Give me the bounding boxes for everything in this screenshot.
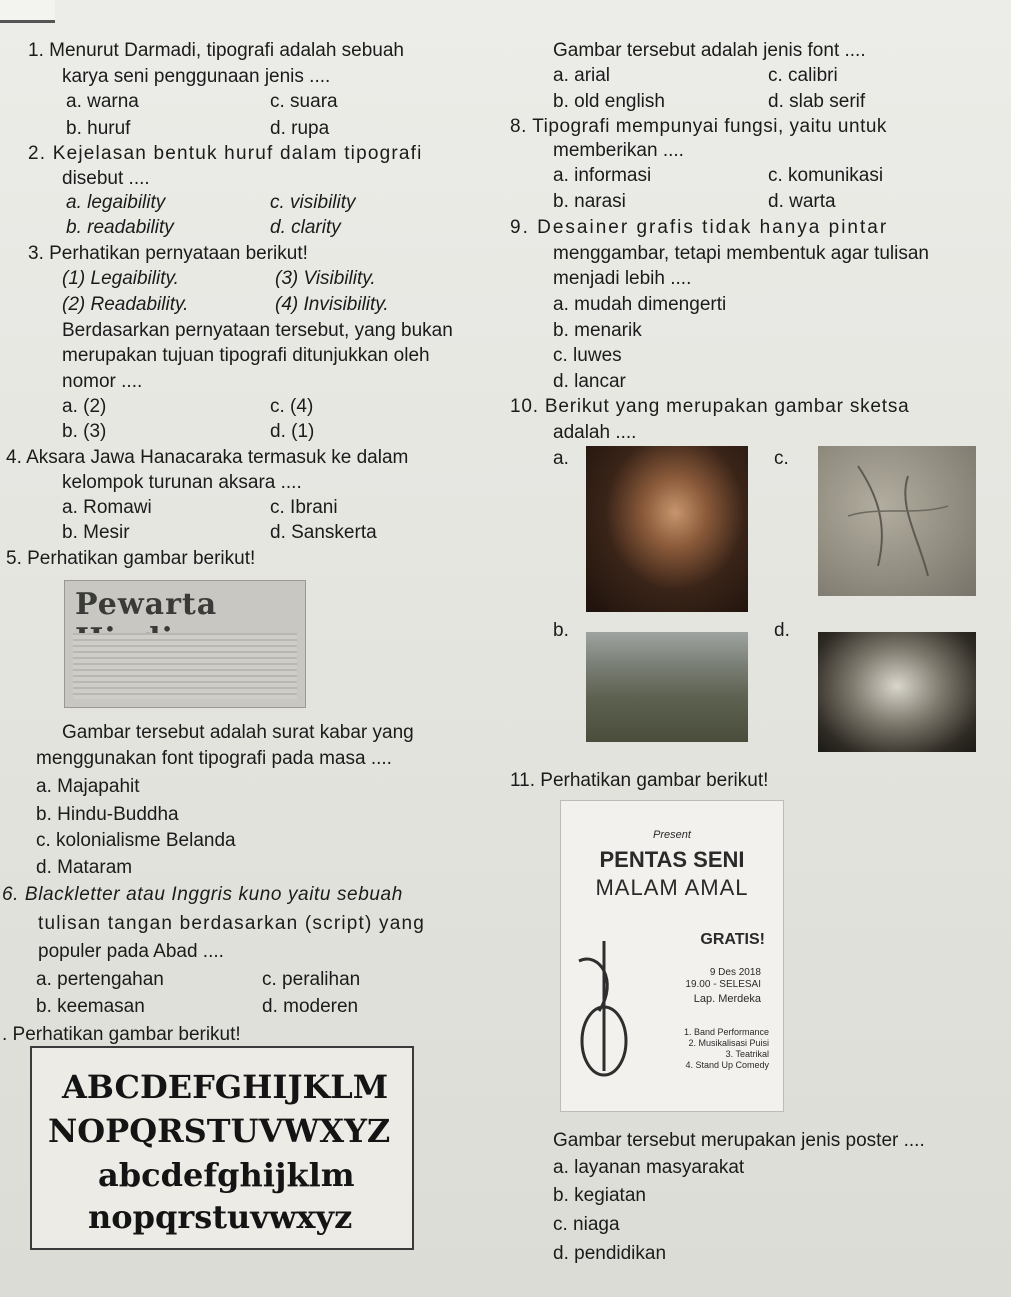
poster-item-1: 1. Band Performance bbox=[683, 1027, 769, 1037]
q11-stem: 11. Perhatikan gambar berikut! bbox=[510, 770, 769, 791]
q9-option-b[interactable]: b. menarik bbox=[553, 320, 642, 341]
poster-date: 9 Des 2018 bbox=[709, 967, 761, 978]
q11-option-b[interactable]: b. kegiatan bbox=[553, 1185, 646, 1206]
font-sample-lower-2: nopqrstuvwxyz bbox=[88, 1198, 353, 1236]
poster-item-2: 2. Musikalisasi Puisi bbox=[688, 1038, 769, 1048]
q2-option-a[interactable]: a. legaibility bbox=[66, 192, 166, 213]
poster-item-4: 4. Stand Up Comedy bbox=[685, 1060, 769, 1070]
q6-option-b[interactable]: b. keemasan bbox=[36, 996, 145, 1017]
q7-line1: Gambar tersebut adalah jenis font .... bbox=[553, 40, 866, 61]
q7-option-a[interactable]: a. arial bbox=[553, 65, 611, 86]
newspaper-title: Pewarta bbox=[75, 587, 218, 622]
q2-stem-line1: 2. Kejelasan bentuk huruf dalam tipografi bbox=[28, 143, 423, 164]
event-poster-image bbox=[560, 800, 784, 1112]
q5-line1: Gambar tersebut adalah surat kabar yang bbox=[62, 722, 414, 743]
q8-line1: 8. Tipografi mempunyai fungsi, yaitu untuk bbox=[510, 116, 887, 137]
poster-present: Present bbox=[653, 829, 691, 841]
sketch-lines bbox=[818, 446, 976, 596]
q3-option-b[interactable]: b. (3) bbox=[62, 421, 107, 442]
q5-option-c[interactable]: c. kolonialisme Belanda bbox=[36, 830, 236, 851]
q1-stem-line2: karya seni penggunaan jenis .... bbox=[62, 66, 331, 87]
q7-stem: . Perhatikan gambar berikut! bbox=[2, 1024, 241, 1045]
q1-option-d[interactable]: d. rupa bbox=[270, 118, 330, 139]
q6-option-a[interactable]: a. pertengahan bbox=[36, 969, 164, 990]
q7-option-b[interactable]: b. old english bbox=[553, 91, 665, 112]
q9-line1: 9. Desainer grafis tidak hanya pintar bbox=[510, 217, 889, 238]
q3-line2: merupakan tujuan tipografi ditunjukkan oleh bbox=[62, 345, 430, 366]
poster-time: 19.00 - SELESAI bbox=[685, 979, 761, 990]
q2-option-b[interactable]: b. readability bbox=[66, 217, 174, 238]
q9-option-a[interactable]: a. mudah dimengerti bbox=[553, 294, 727, 315]
newspaper-text-lines bbox=[73, 633, 297, 699]
q6-option-c[interactable]: c. peralihan bbox=[262, 969, 361, 990]
q1-option-c[interactable]: c. suara bbox=[270, 91, 338, 112]
font-sample-upper-1: ABCDEFGHIJKLM bbox=[62, 1068, 389, 1106]
q3-statement-1: (1) Legaibility. bbox=[62, 268, 179, 289]
newspaper-image bbox=[64, 580, 306, 708]
poster-title-2: MALAM AMAL bbox=[595, 875, 749, 900]
q7-option-d[interactable]: d. slab serif bbox=[768, 91, 866, 112]
q11-option-a[interactable]: a. layanan masyarakat bbox=[553, 1157, 745, 1178]
painting-c-sketch-image[interactable] bbox=[818, 446, 976, 596]
q4-stem-line1: 4. Aksara Jawa Hanacaraka termasuk ke dalam bbox=[6, 447, 409, 468]
poster-free-badge: GRATIS! bbox=[700, 931, 765, 948]
q9-line2: menggambar, tetapi membentuk agar tulisan bbox=[553, 243, 929, 264]
painting-d-expressive-image[interactable] bbox=[818, 632, 976, 752]
q10-option-a-label[interactable]: a. bbox=[553, 448, 569, 469]
instruments-illustration-icon bbox=[569, 921, 639, 1091]
q5-option-a[interactable]: a. Majapahit bbox=[36, 776, 140, 797]
q3-statement-2: (2) Readability. bbox=[62, 294, 189, 315]
q10-line1: 10. Berikut yang merupakan gambar sketsa bbox=[510, 396, 910, 417]
q6-line1: 6. Blackletter atau Inggris kuno yaitu sebuah bbox=[2, 884, 403, 905]
q2-stem-line2: disebut .... bbox=[62, 168, 150, 189]
font-sample-box bbox=[30, 1046, 414, 1250]
q7-option-c[interactable]: c. calibri bbox=[768, 65, 838, 86]
q8-option-a[interactable]: a. informasi bbox=[553, 165, 652, 186]
q5-option-d[interactable]: d. Mataram bbox=[36, 857, 133, 878]
q2-option-c[interactable]: c. visibility bbox=[270, 192, 356, 213]
q11-line1: Gambar tersebut merupakan jenis poster .... bbox=[553, 1130, 925, 1151]
q2-option-d[interactable]: d. clarity bbox=[270, 217, 341, 238]
q3-line1: Berdasarkan pernyataan tersebut, yang bukan bbox=[62, 320, 453, 341]
q8-option-b[interactable]: b. narasi bbox=[553, 191, 626, 212]
q5-line2: menggunakan font tipografi pada masa .... bbox=[36, 748, 392, 769]
q9-line3: menjadi lebih .... bbox=[553, 268, 692, 289]
q3-stem: 3. Perhatikan pernyataan berikut! bbox=[28, 243, 308, 264]
painting-b-landscape-image[interactable] bbox=[586, 632, 748, 742]
q6-option-d[interactable]: d. moderen bbox=[262, 996, 359, 1017]
font-sample-lower-1: abcdefghijklm bbox=[98, 1156, 355, 1194]
q11-option-d[interactable]: d. pendidikan bbox=[553, 1243, 667, 1264]
q8-option-c[interactable]: c. komunikasi bbox=[768, 165, 884, 186]
q11-option-c[interactable]: c. niaga bbox=[553, 1214, 620, 1235]
q4-option-d[interactable]: d. Sanskerta bbox=[270, 522, 377, 543]
q5-option-b[interactable]: b. Hindu-Buddha bbox=[36, 804, 179, 825]
q1-stem-line1: 1. Menurut Darmadi, tipografi adalah sebuah bbox=[28, 40, 405, 61]
q10-line2: adalah .... bbox=[553, 422, 637, 443]
font-sample-upper-2: NOPQRSTUVWXYZ bbox=[48, 1112, 391, 1150]
q10-option-c-label[interactable]: c. bbox=[774, 448, 789, 469]
painting-a-portrait-image[interactable] bbox=[586, 446, 748, 612]
q8-line2: memberikan .... bbox=[553, 140, 684, 161]
q3-option-c[interactable]: c. (4) bbox=[270, 396, 314, 417]
q4-option-a[interactable]: a. Romawi bbox=[62, 497, 152, 518]
q3-option-a[interactable]: a. (2) bbox=[62, 396, 107, 417]
q4-option-c[interactable]: c. Ibrani bbox=[270, 497, 338, 518]
q1-option-a[interactable]: a. warna bbox=[66, 91, 139, 112]
poster-title-1: PENTAS SENI bbox=[599, 847, 745, 872]
q10-option-d-label[interactable]: d. bbox=[774, 620, 790, 641]
q4-option-b[interactable]: b. Mesir bbox=[62, 522, 130, 543]
q8-option-d[interactable]: d. warta bbox=[768, 191, 836, 212]
poster-item-3: 3. Teatrikal bbox=[725, 1049, 769, 1059]
q3-option-d[interactable]: d. (1) bbox=[270, 421, 315, 442]
q3-line3: nomor .... bbox=[62, 371, 143, 392]
q6-line3: populer pada Abad .... bbox=[38, 941, 224, 962]
q9-option-d[interactable]: d. lancar bbox=[553, 371, 626, 392]
q3-statement-3: (3) Visibility. bbox=[275, 268, 376, 289]
q5-stem: 5. Perhatikan gambar berikut! bbox=[6, 548, 256, 569]
q9-option-c[interactable]: c. luwes bbox=[553, 345, 622, 366]
q10-option-b-label[interactable]: b. bbox=[553, 620, 569, 641]
q3-statement-4: (4) Invisibility. bbox=[275, 294, 389, 315]
q6-line2: tulisan tangan berdasarkan (script) yang bbox=[38, 913, 426, 934]
q4-stem-line2: kelompok turunan aksara .... bbox=[62, 472, 302, 493]
scan-edge bbox=[0, 0, 55, 23]
poster-place: Lap. Merdeka bbox=[693, 993, 761, 1005]
q1-option-b[interactable]: b. huruf bbox=[66, 118, 131, 139]
